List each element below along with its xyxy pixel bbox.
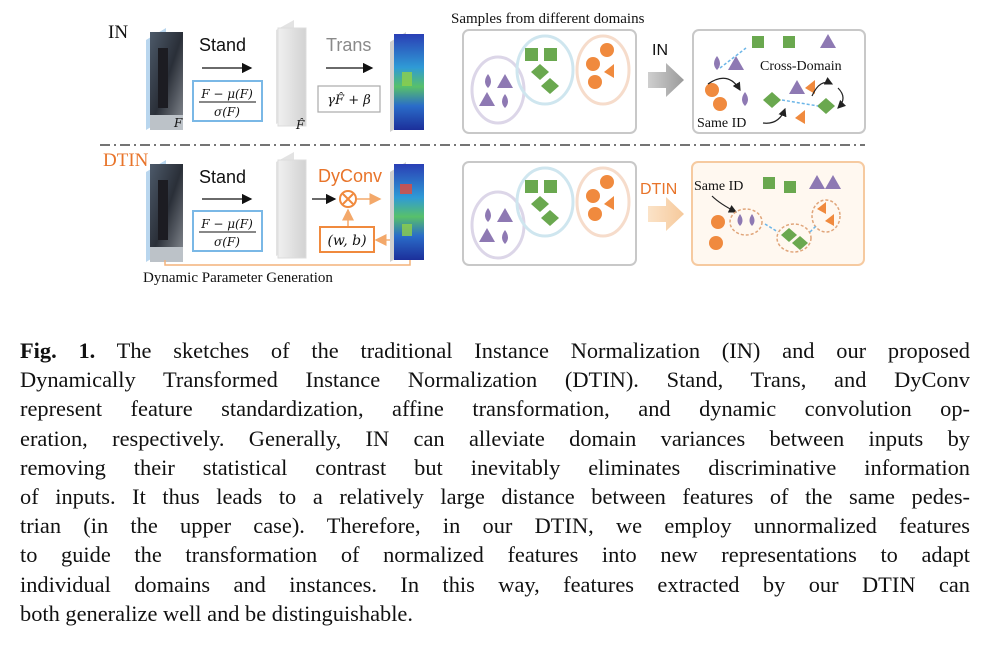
norm-formula-den-top: σ(F) bbox=[214, 105, 240, 119]
norm-formula-den-bottom: σ(F) bbox=[214, 235, 240, 249]
caption-line-2: Dynamically Transformed Instance Normalization (DTIN). Stand, Trans, and DyConv bbox=[20, 367, 970, 393]
input-image-top bbox=[146, 28, 183, 130]
arrow-dtin-label: DTIN bbox=[640, 181, 678, 198]
output-heatmap-top bbox=[390, 32, 424, 132]
dynamic-param-label: Dynamic Parameter Generation bbox=[143, 270, 333, 286]
input-image-bottom bbox=[146, 160, 183, 262]
caption-line-8: to guide the transformation of normalized features into new representations to adapt bbox=[20, 542, 970, 568]
dyconv-label: DyConv bbox=[318, 166, 383, 186]
stand-label-bottom: Stand bbox=[199, 167, 247, 187]
feature-symbol-top: F bbox=[174, 116, 183, 130]
normalized-feature-bottom bbox=[276, 152, 306, 258]
figure-diagram bbox=[0, 0, 989, 300]
normalized-feature-top bbox=[276, 20, 306, 126]
caption-line-1: Fig. 1. The sketches of the traditional Instance Normalization (IN) and our proposed bbox=[20, 338, 970, 363]
output-heatmap-bottom bbox=[390, 162, 424, 262]
caption-line-10: both generalize well and be distinguishable. bbox=[20, 600, 413, 626]
caption-line-9: individual domains and instances. In this way, features extracted by our DTIN can bbox=[20, 571, 970, 597]
norm-formula-num-top: F − μ(F) bbox=[201, 87, 253, 101]
cross-domain-label: Cross-Domain bbox=[760, 59, 842, 74]
caption-line-6: of inputs. It thus leads to a relatively large distance between features of the same pedes- bbox=[20, 484, 970, 510]
caption-fig-label: Fig. 1. bbox=[20, 338, 96, 363]
dtin-row-label: DTIN bbox=[103, 150, 149, 171]
stand-label-top: Stand bbox=[199, 35, 247, 55]
caption-line-3: represent feature standardization, affine transformation, and dynamic convolution op- bbox=[20, 396, 970, 422]
feature-hat-symbol-top: F̂ bbox=[296, 118, 305, 132]
caption-line-7: trian (in the upper case). Therefore, in our DTIN, we employ unnormalized features bbox=[20, 513, 970, 539]
samples-title: Samples from different domains bbox=[451, 11, 645, 27]
norm-formula-num-bottom: F − μ(F) bbox=[201, 217, 253, 231]
same-id-label-top: Same ID bbox=[697, 116, 747, 131]
caption-line-5: removing their statistical contrast but inevitably eliminates discriminative information bbox=[20, 454, 970, 480]
big-arrow-dtin bbox=[648, 197, 684, 231]
param-box-text: (w, b) bbox=[327, 233, 367, 249]
arrow-in-label: IN bbox=[652, 42, 668, 59]
affine-formula: γF̂ + β bbox=[327, 93, 371, 108]
big-arrow-in bbox=[648, 63, 684, 97]
in-row-label: IN bbox=[108, 22, 129, 43]
trans-label: Trans bbox=[326, 35, 372, 55]
caption-line-4: eration, respectively. Generally, IN can alleviate domain variances between inputs by bbox=[20, 425, 970, 451]
same-id-label-bottom: Same ID bbox=[694, 179, 744, 194]
figure-caption bbox=[20, 336, 970, 628]
